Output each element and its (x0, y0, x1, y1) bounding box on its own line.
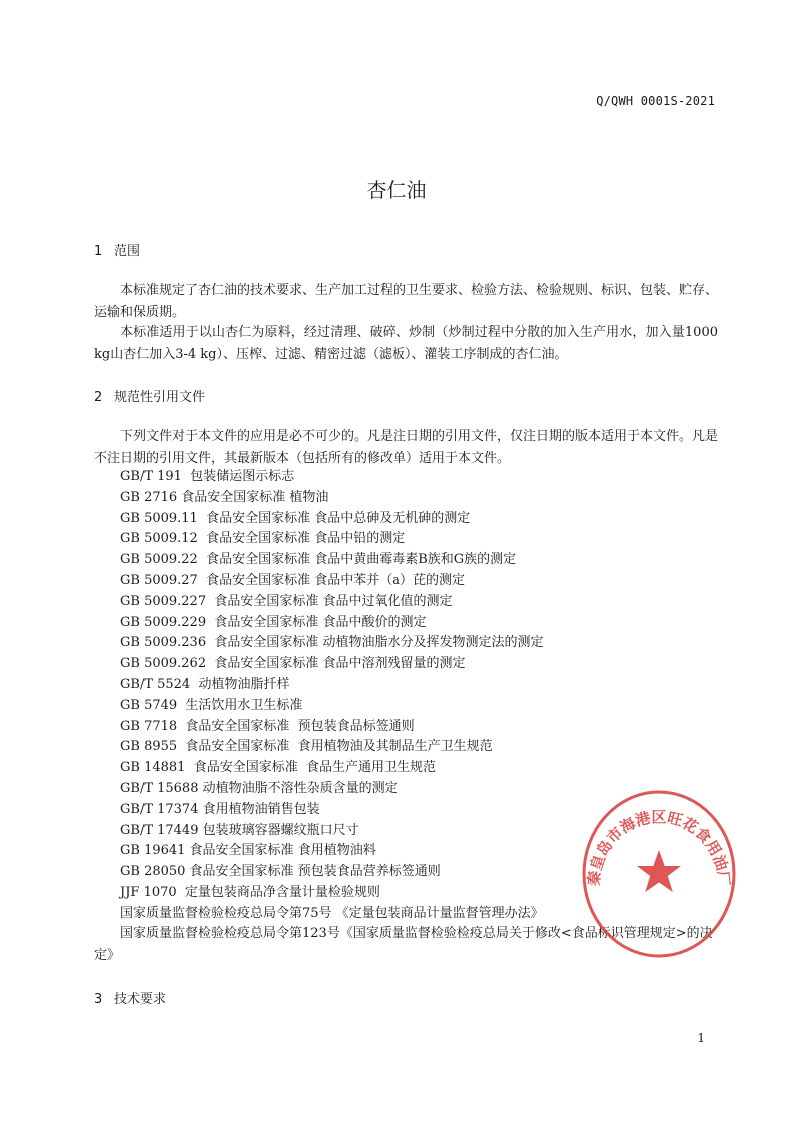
scope-text-2: 本标准适用于以山杏仁为原料，经过清理、破碎、炒制（炒制过程中分散的加入生产用水，加入量1000 kg山杏仁加入3-4 kg）、压榨、过滤、精密过滤（滤板）、灌装工序制成的杏仁油。 (94, 325, 718, 362)
reference-item: GB 5009.11 食品安全国家标准 食品中总砷及无机砷的测定 (120, 510, 471, 526)
section-title: 范围 (114, 244, 141, 259)
section-number: 2 (94, 390, 103, 405)
reference-list (120, 467, 544, 925)
reference-item: GB 5009.236 食品安全国家标准 动植物油脂水分及挥发物测定法的测定 (120, 635, 544, 651)
seal-text: 秦皇岛市海港区旺花食用油厂 (584, 808, 734, 887)
reference-item-text: 国家质量监督检验检疫总局令第123号《国家质量监督检验检疫总局关于修改<食品标识管理规定>的决定》 (94, 926, 713, 963)
reference-item: GB 2716 食品安全国家标准 植物油 (120, 489, 329, 505)
section-number: 1 (94, 244, 103, 259)
reference-item: GB 5009.229 食品安全国家标准 食品中酸价的测定 (120, 614, 427, 630)
reference-item: GB 19641 食品安全国家标准 食用植物油料 (120, 843, 376, 859)
document-title: 杏仁油 (366, 178, 427, 202)
page-number: 1 (697, 1031, 705, 1045)
reference-item: GB 14881 食品安全国家标准 食品生产通用卫生规范 (120, 760, 436, 776)
company-seal (580, 788, 738, 960)
reference-item: GB 5009.27 食品安全国家标准 食品中苯并（a）芘的测定 (120, 572, 465, 588)
reference-item: GB 7718 食品安全国家标准 预包装食品标签通则 (120, 718, 415, 734)
section-title: 技术要求 (114, 992, 167, 1007)
references-intro-text: 下列文件对于本文件的应用是必不可少的。凡是注日期的引用文件，仅注日期的版本适用于本文件。凡是不注日期的引用文件，其最新版本（包括所有的修改单）适用于本文件。 (94, 429, 719, 466)
references-intro (94, 426, 718, 470)
seal-star-icon (637, 850, 681, 892)
scope-text-1: 本标准规定了杏仁油的技术要求、生产加工过程的卫生要求、检验方法、检验规则、标识、包装、贮存、运输和保质期。 (94, 283, 719, 320)
scope-paragraph-2 (94, 322, 718, 366)
reference-item: GB/T 5524 动植物油脂扦样 (120, 676, 290, 692)
section-3-heading (94, 988, 166, 1007)
section-1-heading (94, 240, 140, 259)
reference-item: GB 5009.12 食品安全国家标准 食品中铅的测定 (120, 531, 406, 547)
reference-item: 国家质量监督检验检疫总局令第75号 《定量包装商品计量监督管理办法》 (120, 905, 544, 921)
reference-item: GB/T 191 包装储运图示标志 (120, 469, 295, 484)
reference-item: GB 5009.22 食品安全国家标准 食品中黄曲霉毒素B族和G族的测定 (120, 552, 517, 568)
reference-item: GB/T 15688 动植物油脂不溶性杂质含量的测定 (120, 780, 398, 796)
reference-item: GB/T 17374 食用植物油销售包装 (120, 801, 320, 817)
section-2-heading (94, 386, 205, 405)
scope-paragraph-1 (94, 280, 718, 324)
section-title: 规范性引用文件 (114, 390, 206, 405)
reference-item: GB 5009.227 食品安全国家标准 食品中过氧化值的测定 (120, 593, 453, 609)
reference-item: JJF 1070 定量包装商品净含量计量检验规则 (120, 884, 380, 900)
section-number: 3 (94, 992, 103, 1007)
reference-item: GB 5749 生活饮用水卫生标准 (120, 697, 303, 713)
standard-code: Q/QWH 0001S-2021 (596, 94, 715, 108)
reference-item: GB 28050 食品安全国家标准 预包装食品营养标签通则 (120, 864, 441, 880)
reference-item: GB 5009.262 食品安全国家标准 食品中溶剂残留量的测定 (120, 656, 466, 672)
reference-item: GB/T 17449 包装玻璃容器螺纹瓶口尺寸 (120, 822, 359, 838)
reference-item: GB 8955 食品安全国家标准 食用植物油及其制品生产卫生规范 (120, 739, 493, 755)
